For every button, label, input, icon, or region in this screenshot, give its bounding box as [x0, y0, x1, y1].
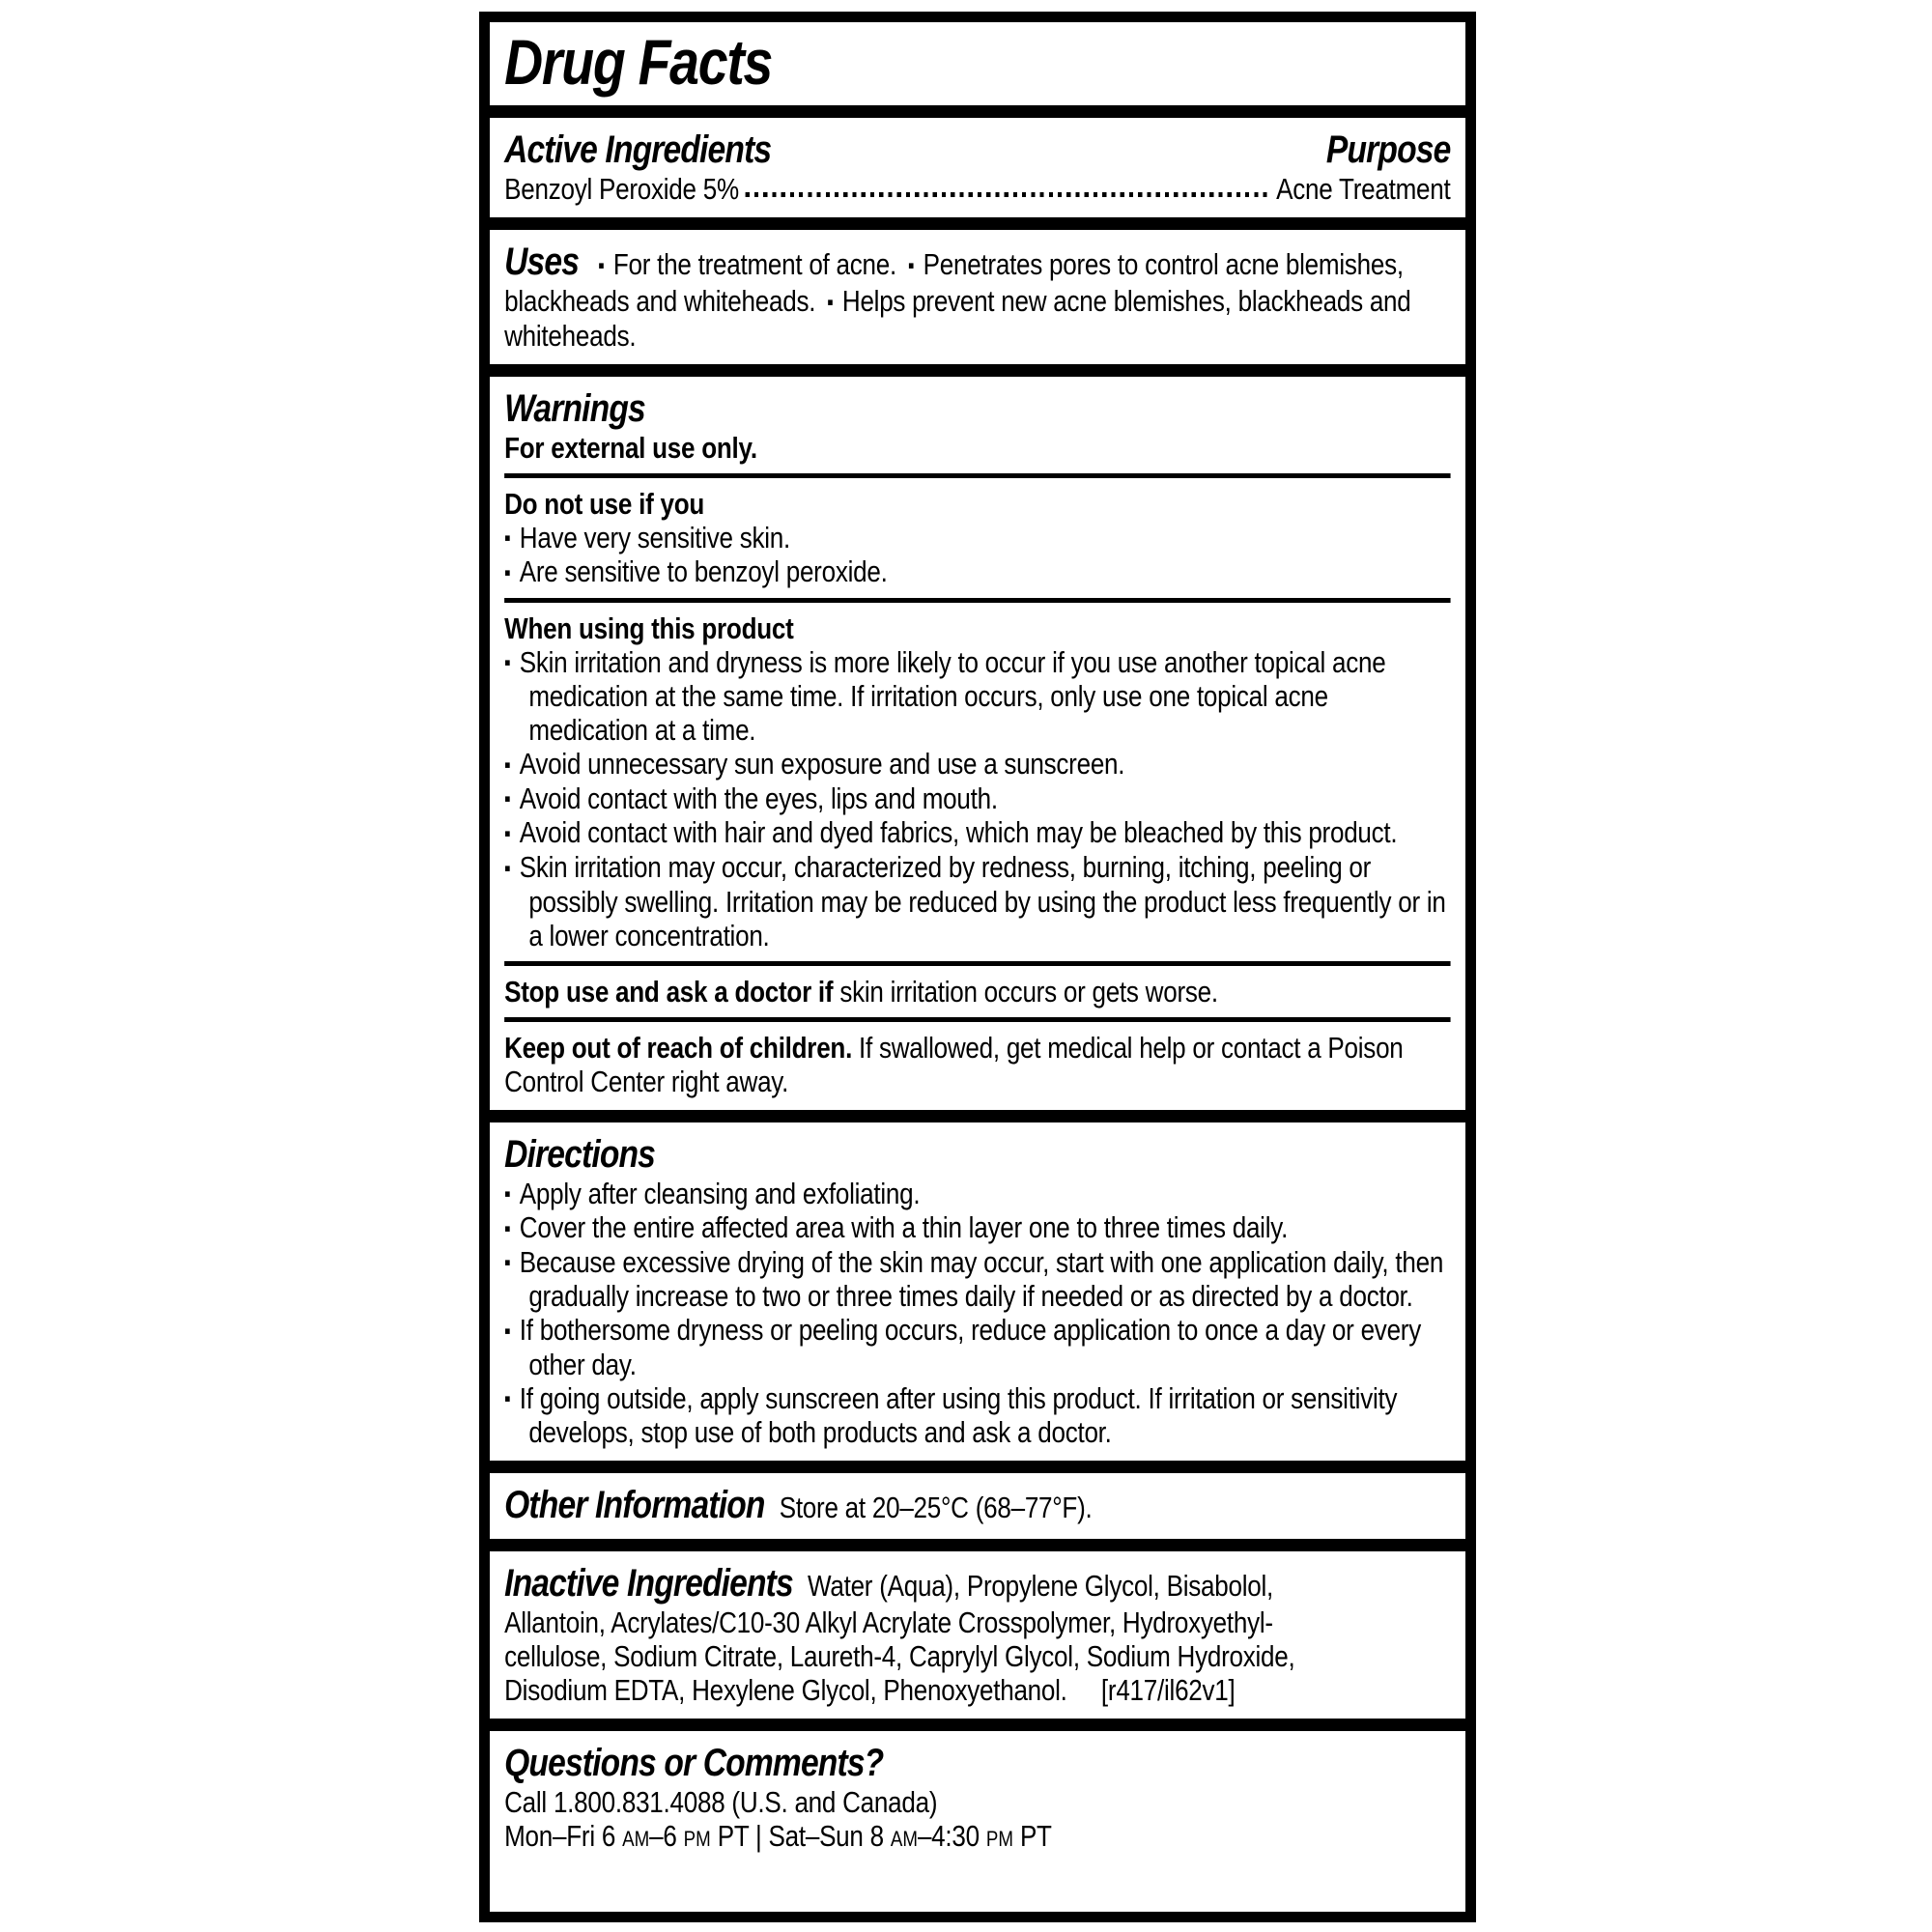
list-item: [504, 1245, 1450, 1314]
pm-small-caps: PM: [985, 1827, 1013, 1852]
questions-section: [490, 1719, 1465, 1867]
hours-text: –4:30: [917, 1819, 986, 1854]
am-small-caps: AM: [622, 1827, 650, 1852]
other-information-line: [504, 1483, 1450, 1527]
inactive-ingredients-heading: Inactive Ingredients: [504, 1562, 793, 1605]
other-information-text: Store at 20–25°C (68–77°F).: [779, 1491, 1093, 1525]
hours-text: Mon–Fri 6: [504, 1819, 623, 1854]
active-ingredient-name: Benzoyl Peroxide 5%: [504, 172, 739, 206]
bullet-icon: ▪: [504, 559, 511, 584]
thin-rule: [504, 473, 1450, 478]
when-using-item: Skin irritation may occur, characterized by redness, burning, itching, peeling or possibly swelling. Irritation may be reduced by using the product less frequently or in a lower concentration.: [519, 849, 1446, 952]
do-not-use-item: Are sensitive to benzoyl peroxide.: [519, 554, 888, 589]
when-using-item: Skin irritation and dryness is more likely to occur if you use another topical acne medication at the same time. If irritation occurs, only use one topical acne medication at a time.: [519, 644, 1386, 748]
bullet-icon: ▪: [504, 786, 511, 811]
active-purpose-header-row: [504, 128, 1450, 172]
when-using-item: Avoid contact with hair and dyed fabrics, which may be bleached by this product.: [519, 815, 1398, 850]
bullet-icon: ▪: [504, 1215, 511, 1240]
drug-facts-title: Drug Facts: [504, 26, 773, 98]
thin-rule: [504, 598, 1450, 603]
active-ingredients-section: [490, 105, 1465, 217]
warnings-section: [490, 364, 1465, 1110]
questions-heading: Questions or Comments?: [504, 1742, 884, 1785]
inactive-text: Water (Aqua), Propylene Glycol, Bisabolol,: [808, 1569, 1273, 1604]
list-item: [504, 521, 1450, 555]
warnings-heading: Warnings: [504, 386, 645, 430]
directions-item: Because excessive drying of the skin may occur, start with one application daily, then gradually increase to two or three times daily if needed or as directed by a doctor.: [519, 1244, 1444, 1314]
hours-text: PT | Sat–Sun 8: [710, 1819, 891, 1854]
directions-item: If bothersome dryness or peeling occurs, reduce application to once a day or every other day.: [519, 1313, 1421, 1381]
bullet-icon: ▪: [504, 1386, 511, 1411]
other-information-section: [490, 1461, 1465, 1539]
bullet-icon: ▪: [827, 289, 834, 314]
bullet-icon: ▪: [598, 252, 605, 277]
inactive-line: [504, 1673, 1450, 1707]
directions-item: Apply after cleansing and exfoliating.: [519, 1176, 921, 1210]
hours-line: [504, 1819, 1450, 1856]
am-small-caps: AM: [890, 1827, 918, 1852]
active-ingredient-row: [504, 172, 1450, 206]
list-item: [504, 781, 1450, 816]
bullet-icon: ▪: [504, 1181, 511, 1207]
keep-out-rest: If swallowed, get medical help or contact a Poison Control Center right away.: [504, 1030, 1404, 1098]
when-using-item: Avoid unnecessary sun exposure and use a sunscreen.: [519, 747, 1125, 781]
title-section: [490, 22, 1465, 105]
bullet-icon: ▪: [504, 650, 511, 675]
uses-paragraph: [504, 240, 1450, 353]
when-using-heading: When using this product: [504, 611, 794, 645]
stop-use-lead: Stop use and ask a doctor if: [504, 974, 834, 1009]
uses-item: Helps prevent new acne blemishes, blackheads and whiteheads.: [504, 284, 1411, 353]
directions-heading: Directions: [504, 1132, 656, 1176]
thin-rule: [504, 961, 1450, 966]
inactive-line: cellulose, Sodium Citrate, Laureth-4, Caprylyl Glycol, Sodium Hydroxide,: [504, 1639, 1295, 1674]
uses-section: [490, 217, 1465, 364]
hours-text: –6: [649, 1819, 684, 1854]
list-item: [504, 850, 1450, 952]
stop-use-rest: skin irritation occurs or gets worse.: [833, 974, 1218, 1009]
hours-text: PT: [1012, 1819, 1052, 1854]
do-not-use-item: Have very sensitive skin.: [519, 520, 791, 554]
list-item: [504, 554, 1450, 589]
list-item: [504, 1381, 1450, 1450]
list-item: [504, 1177, 1450, 1211]
directions-section: [490, 1110, 1465, 1462]
inactive-ingredients-section: [490, 1539, 1465, 1719]
bullet-icon: ▪: [504, 752, 511, 777]
bullet-icon: ▪: [504, 1250, 511, 1275]
uses-item: For the treatment of acne.: [612, 247, 896, 281]
stop-use-text: [504, 975, 1450, 1009]
list-item: [504, 747, 1450, 781]
dotted-leader: [746, 192, 1270, 197]
bullet-icon: ▪: [504, 855, 511, 880]
directions-item: If going outside, apply sunscreen after using this product. If irritation or sensitivity develops, stop use of both products and ask a doctor.: [519, 1380, 1398, 1450]
when-using-item: Avoid contact with the eyes, lips and mouth.: [519, 781, 998, 815]
directions-item: Cover the entire affected area with a thin layer one to three times daily.: [519, 1210, 1289, 1245]
uses-item: Penetrates pores to control acne blemishes, blackheads and whiteheads.: [504, 247, 1404, 318]
purpose-heading: Purpose: [1325, 128, 1451, 171]
list-item: [504, 645, 1450, 748]
keep-out-text: [504, 1031, 1450, 1098]
phone-line: Call 1.800.831.4088 (U.S. and Canada): [504, 1785, 938, 1820]
external-use-text: For external use only.: [504, 430, 757, 465]
uses-heading: Uses: [504, 241, 580, 283]
list-item: [504, 815, 1450, 850]
inactive-text: Disodium EDTA, Hexylene Glycol, Phenoxyethanol.: [504, 1673, 1067, 1708]
inactive-line: [504, 1561, 1450, 1605]
list-item: [504, 1313, 1450, 1381]
inactive-line: Allantoin, Acrylates/C10-30 Alkyl Acrylate Crosspolymer, Hydroxyethyl-: [504, 1605, 1273, 1640]
do-not-use-heading: Do not use if you: [504, 486, 705, 521]
keep-out-lead: Keep out of reach of children.: [504, 1030, 853, 1065]
bullet-icon: ▪: [504, 820, 511, 845]
active-ingredients-heading: Active Ingredients: [504, 128, 772, 171]
label-revision-code: [r417/il62v1]: [1100, 1673, 1236, 1708]
pm-small-caps: PM: [683, 1827, 711, 1852]
bullet-icon: ▪: [907, 252, 915, 277]
bullet-icon: ▪: [504, 1318, 511, 1343]
thin-rule: [504, 1017, 1450, 1022]
other-information-heading: Other Information: [504, 1484, 765, 1527]
purpose-value: Acne Treatment: [1276, 172, 1451, 206]
bullet-icon: ▪: [504, 526, 511, 551]
drug-facts-label: [479, 12, 1476, 1922]
list-item: [504, 1210, 1450, 1245]
